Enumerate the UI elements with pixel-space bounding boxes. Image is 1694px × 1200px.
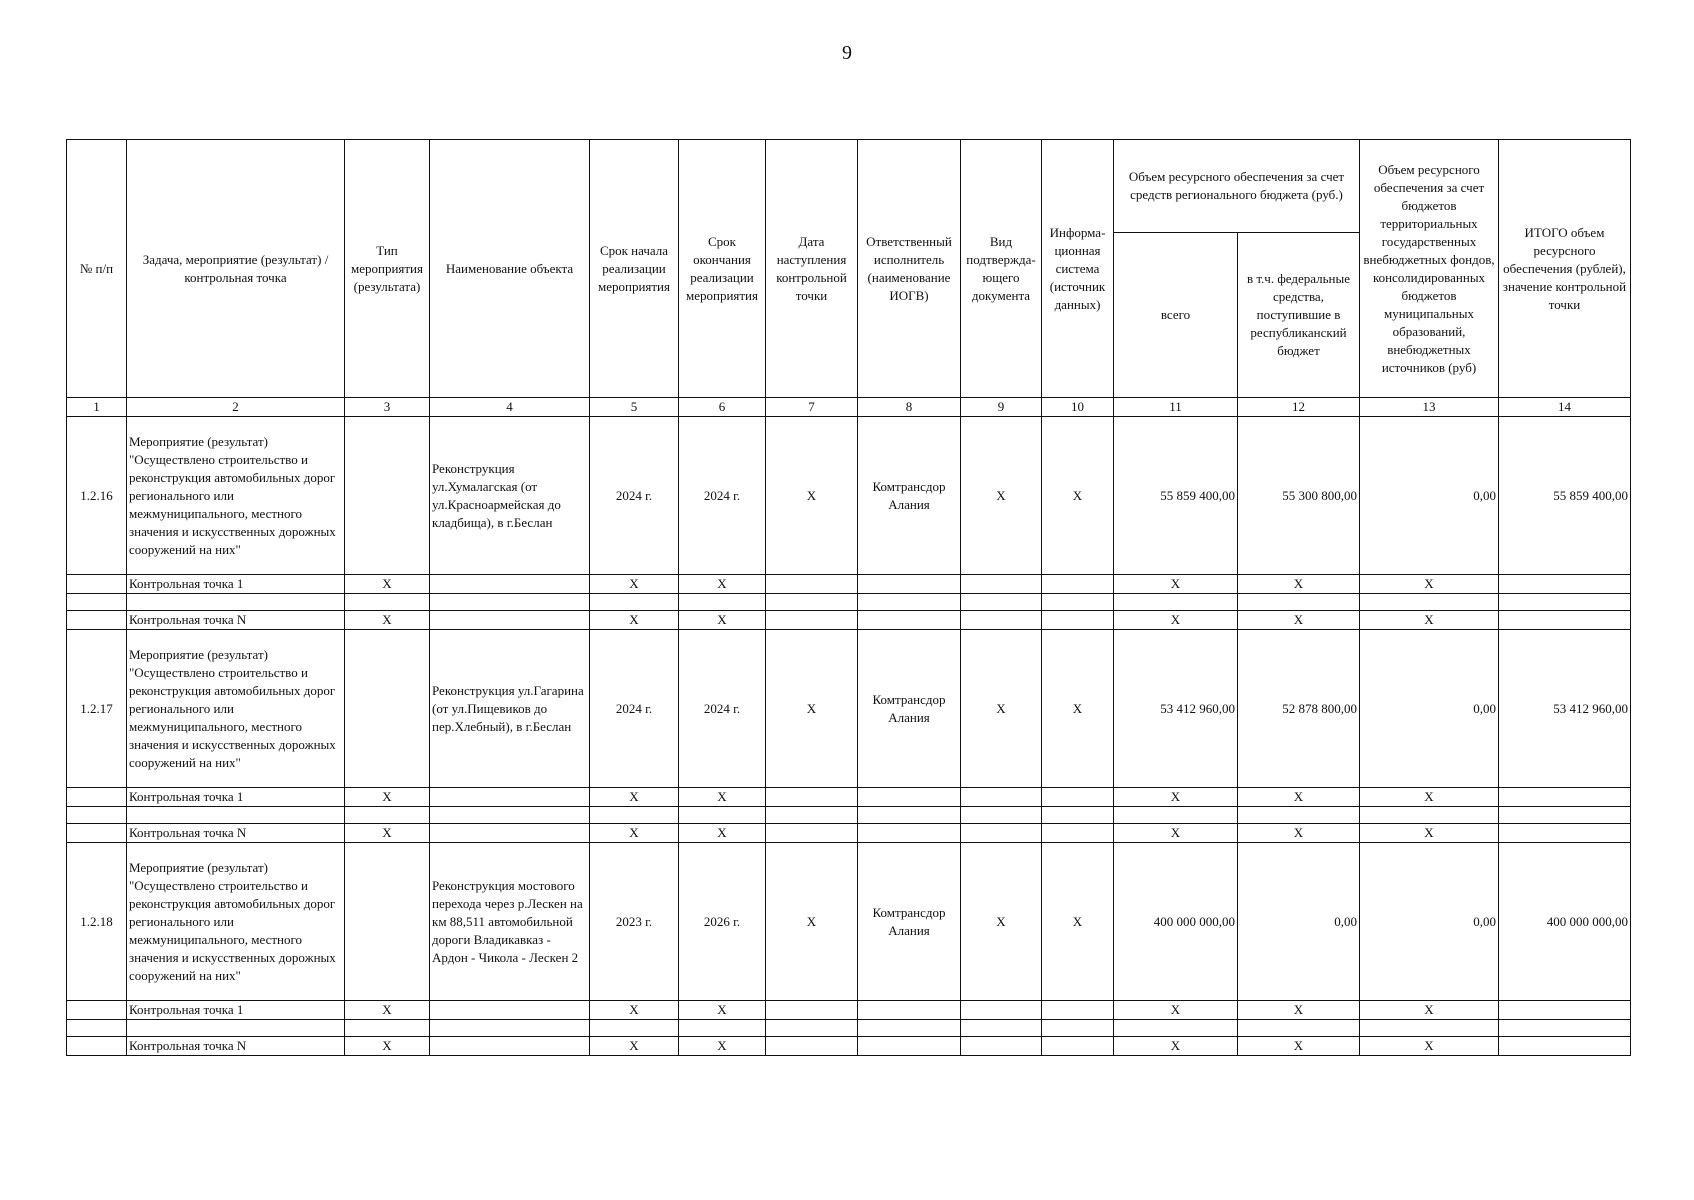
header-col-5: Срок начала реализации мероприятия	[590, 140, 679, 398]
empty-cell	[858, 611, 961, 630]
object-name: Реконструкция мостового перехода через р.Лескен на км 88,511 автомобильной дороги Владикавказ - Ардон - Чикола - Лескен 2	[430, 843, 590, 1001]
empty-cell	[1042, 807, 1114, 824]
info-system: Х	[1042, 630, 1114, 788]
header-col-11: всего	[1114, 233, 1238, 398]
checkpoint-total-mark: Х	[1114, 611, 1238, 630]
event-row	[67, 417, 1631, 575]
empty-cell	[766, 1020, 858, 1037]
checkpoint-total-mark: Х	[1114, 788, 1238, 807]
checkpoint-federal-mark: Х	[1238, 824, 1360, 843]
checkpoint-type-mark: Х	[345, 611, 430, 630]
empty-cell	[430, 1037, 590, 1056]
empty-cell	[1499, 824, 1631, 843]
empty-cell	[67, 575, 127, 594]
regional-total: 55 859 400,00	[1114, 417, 1238, 575]
itogo-total: 53 412 960,00	[1499, 630, 1631, 788]
end-date: 2026 г.	[679, 843, 766, 1001]
header-col-1: № п/п	[67, 140, 127, 398]
header-col-4: Наименование объекта	[430, 140, 590, 398]
empty-cell	[1499, 611, 1631, 630]
end-date: 2024 г.	[679, 417, 766, 575]
empty-cell	[1499, 594, 1631, 611]
empty-cell	[430, 807, 590, 824]
empty-cell	[766, 824, 858, 843]
empty-cell	[858, 824, 961, 843]
event-description: Мероприятие (результат) "Осуществлено строительство и реконструкция автомобильных дорог регионального или межмуниципального, местного значения и искусственных дорожных сооружений на них"	[127, 843, 345, 1001]
empty-cell	[67, 594, 127, 611]
other-funds: 0,00	[1360, 843, 1499, 1001]
empty-cell	[766, 807, 858, 824]
checkpoint-row-n	[67, 611, 1631, 630]
checkpoint-label: Контрольная точка N	[127, 824, 345, 843]
checkpoint-date: Х	[766, 630, 858, 788]
object-name: Реконструкция ул.Гагарина (от ул.Пищевиков до пер.Хлебный), в г.Беслан	[430, 630, 590, 788]
checkpoint-federal-mark: Х	[1238, 611, 1360, 630]
empty-cell	[858, 807, 961, 824]
checkpoint-end-mark: Х	[679, 824, 766, 843]
column-number: 3	[345, 398, 430, 417]
empty-cell	[345, 1020, 430, 1037]
header-group-regional: Объем ресурсного обеспечения за счет средств регионального бюджета (руб.)	[1114, 140, 1360, 233]
checkpoint-total-mark: Х	[1114, 824, 1238, 843]
header-col-7: Дата наступления контрольной точки	[766, 140, 858, 398]
empty-cell	[590, 594, 679, 611]
empty-cell	[766, 1037, 858, 1056]
empty-cell	[1238, 807, 1360, 824]
empty-cell	[766, 788, 858, 807]
checkpoint-start-mark: Х	[590, 824, 679, 843]
executor: Комтрансдор Алания	[858, 630, 961, 788]
empty-cell	[67, 788, 127, 807]
other-funds: 0,00	[1360, 630, 1499, 788]
event-number: 1.2.18	[67, 843, 127, 1001]
end-date: 2024 г.	[679, 630, 766, 788]
checkpoint-label: Контрольная точка 1	[127, 575, 345, 594]
executor: Комтрансдор Алания	[858, 417, 961, 575]
checkpoint-type-mark: Х	[345, 824, 430, 843]
checkpoint-type-mark: Х	[345, 575, 430, 594]
column-number: 8	[858, 398, 961, 417]
empty-cell	[67, 824, 127, 843]
header-col-10: Информа-ционная система (источник данных)	[1042, 140, 1114, 398]
event-description: Мероприятие (результат) "Осуществлено строительство и реконструкция автомобильных дорог регионального или межмуниципального, местного значения и искусственных дорожных сооружений на них"	[127, 630, 345, 788]
info-system: Х	[1042, 417, 1114, 575]
column-number: 1	[67, 398, 127, 417]
empty-cell	[679, 1020, 766, 1037]
empty-cell	[67, 1037, 127, 1056]
empty-cell	[961, 807, 1042, 824]
checkpoint-label: Контрольная точка N	[127, 611, 345, 630]
empty-cell	[1360, 594, 1499, 611]
empty-cell	[766, 1001, 858, 1020]
empty-cell	[1360, 807, 1499, 824]
empty-cell	[67, 1001, 127, 1020]
event-type	[345, 630, 430, 788]
spacer-row	[67, 807, 1631, 824]
event-description: Мероприятие (результат) "Осуществлено строительство и реконструкция автомобильных дорог регионального или межмуниципального, местного значения и искусственных дорожных сооружений на них"	[127, 417, 345, 575]
federal-funds: 55 300 800,00	[1238, 417, 1360, 575]
empty-cell	[345, 594, 430, 611]
checkpoint-end-mark: Х	[679, 1037, 766, 1056]
checkpoint-federal-mark: Х	[1238, 788, 1360, 807]
empty-cell	[1042, 1037, 1114, 1056]
empty-cell	[67, 807, 127, 824]
empty-cell	[430, 788, 590, 807]
checkpoint-other-mark: Х	[1360, 1001, 1499, 1020]
column-number: 2	[127, 398, 345, 417]
document-type: Х	[961, 843, 1042, 1001]
empty-cell	[858, 1001, 961, 1020]
header-col-12: в т.ч. федеральные средства, поступившие в республиканский бюджет	[1238, 233, 1360, 398]
empty-cell	[766, 611, 858, 630]
checkpoint-row-n	[67, 824, 1631, 843]
empty-cell	[858, 788, 961, 807]
column-number: 5	[590, 398, 679, 417]
empty-cell	[961, 575, 1042, 594]
empty-cell	[430, 1020, 590, 1037]
empty-cell	[766, 575, 858, 594]
empty-cell	[430, 575, 590, 594]
empty-cell	[590, 807, 679, 824]
checkpoint-total-mark: Х	[1114, 1037, 1238, 1056]
empty-cell	[1042, 611, 1114, 630]
empty-cell	[127, 807, 345, 824]
header-col-3: Тип мероприятия (результата)	[345, 140, 430, 398]
checkpoint-other-mark: Х	[1360, 1037, 1499, 1056]
empty-cell	[1499, 1020, 1631, 1037]
checkpoint-other-mark: Х	[1360, 575, 1499, 594]
other-funds: 0,00	[1360, 417, 1499, 575]
column-number: 7	[766, 398, 858, 417]
empty-cell	[127, 1020, 345, 1037]
checkpoint-end-mark: Х	[679, 575, 766, 594]
event-row	[67, 843, 1631, 1001]
checkpoint-other-mark: Х	[1360, 824, 1499, 843]
empty-cell	[1360, 1020, 1499, 1037]
checkpoint-type-mark: Х	[345, 1037, 430, 1056]
empty-cell	[590, 1020, 679, 1037]
empty-cell	[67, 1020, 127, 1037]
empty-cell	[430, 1001, 590, 1020]
empty-cell	[430, 611, 590, 630]
checkpoint-start-mark: Х	[590, 788, 679, 807]
checkpoint-end-mark: Х	[679, 1001, 766, 1020]
document-type: Х	[961, 417, 1042, 575]
object-name: Реконструкция ул.Хумалагская (от ул.Красноармейская до кладбища), в г.Беслан	[430, 417, 590, 575]
empty-cell	[430, 824, 590, 843]
column-number: 12	[1238, 398, 1360, 417]
start-date: 2024 г.	[590, 417, 679, 575]
checkpoint-other-mark: Х	[1360, 611, 1499, 630]
federal-funds: 0,00	[1238, 843, 1360, 1001]
empty-cell	[961, 824, 1042, 843]
empty-cell	[679, 807, 766, 824]
empty-cell	[1042, 824, 1114, 843]
checkpoint-row-1	[67, 788, 1631, 807]
empty-cell	[127, 594, 345, 611]
empty-cell	[1238, 594, 1360, 611]
empty-cell	[858, 1037, 961, 1056]
resource-table	[66, 139, 1631, 1056]
checkpoint-other-mark: Х	[1360, 788, 1499, 807]
empty-cell	[961, 1020, 1042, 1037]
itogo-total: 400 000 000,00	[1499, 843, 1631, 1001]
empty-cell	[961, 1037, 1042, 1056]
checkpoint-row-n	[67, 1037, 1631, 1056]
header-col-6: Срок окончания реализации мероприятия	[679, 140, 766, 398]
header-row-1	[67, 140, 1631, 233]
checkpoint-end-mark: Х	[679, 788, 766, 807]
info-system: Х	[1042, 843, 1114, 1001]
empty-cell	[1114, 1020, 1238, 1037]
itogo-total: 55 859 400,00	[1499, 417, 1631, 575]
checkpoint-start-mark: Х	[590, 1037, 679, 1056]
empty-cell	[430, 594, 590, 611]
empty-cell	[1042, 788, 1114, 807]
checkpoint-label: Контрольная точка 1	[127, 788, 345, 807]
checkpoint-label: Контрольная точка N	[127, 1037, 345, 1056]
header-col-9: Вид подтвержда-ющего документа	[961, 140, 1042, 398]
checkpoint-federal-mark: Х	[1238, 575, 1360, 594]
header-col-8: Ответственный исполнитель (наименование ИОГВ)	[858, 140, 961, 398]
empty-cell	[961, 788, 1042, 807]
header-col-2: Задача, мероприятие (результат) / контрольная точка	[127, 140, 345, 398]
empty-cell	[1114, 807, 1238, 824]
regional-total: 400 000 000,00	[1114, 843, 1238, 1001]
empty-cell	[1499, 807, 1631, 824]
column-number: 13	[1360, 398, 1499, 417]
empty-cell	[961, 1001, 1042, 1020]
checkpoint-start-mark: Х	[590, 575, 679, 594]
empty-cell	[1042, 594, 1114, 611]
empty-cell	[1042, 1001, 1114, 1020]
empty-cell	[1499, 1037, 1631, 1056]
checkpoint-date: Х	[766, 417, 858, 575]
empty-cell	[345, 807, 430, 824]
empty-cell	[1042, 1020, 1114, 1037]
empty-cell	[67, 611, 127, 630]
checkpoint-federal-mark: Х	[1238, 1001, 1360, 1020]
page-number: 9	[842, 42, 852, 64]
event-number: 1.2.16	[67, 417, 127, 575]
federal-funds: 52 878 800,00	[1238, 630, 1360, 788]
checkpoint-start-mark: Х	[590, 1001, 679, 1020]
checkpoint-total-mark: Х	[1114, 575, 1238, 594]
document-type: Х	[961, 630, 1042, 788]
regional-total: 53 412 960,00	[1114, 630, 1238, 788]
checkpoint-label: Контрольная точка 1	[127, 1001, 345, 1020]
header-col-13: Объем ресурсного обеспечения за счет бюджетов территориальных государственных внебюджетных фондов, консолидированных бюджетов муниципальных образований, внебюджетных источников (руб)	[1360, 140, 1499, 398]
checkpoint-date: Х	[766, 843, 858, 1001]
start-date: 2023 г.	[590, 843, 679, 1001]
empty-cell	[961, 594, 1042, 611]
empty-cell	[961, 611, 1042, 630]
checkpoint-type-mark: Х	[345, 1001, 430, 1020]
event-type	[345, 843, 430, 1001]
checkpoint-type-mark: Х	[345, 788, 430, 807]
empty-cell	[1499, 1001, 1631, 1020]
empty-cell	[1042, 575, 1114, 594]
spacer-row	[67, 594, 1631, 611]
checkpoint-total-mark: Х	[1114, 1001, 1238, 1020]
checkpoint-row-1	[67, 575, 1631, 594]
empty-cell	[858, 594, 961, 611]
column-number-row	[67, 398, 1631, 417]
empty-cell	[679, 594, 766, 611]
empty-cell	[1238, 1020, 1360, 1037]
start-date: 2024 г.	[590, 630, 679, 788]
event-type	[345, 417, 430, 575]
column-number: 6	[679, 398, 766, 417]
empty-cell	[766, 594, 858, 611]
table-body	[67, 417, 1631, 1056]
event-row	[67, 630, 1631, 788]
empty-cell	[858, 1020, 961, 1037]
checkpoint-start-mark: Х	[590, 611, 679, 630]
executor: Комтрансдор Алания	[858, 843, 961, 1001]
checkpoint-row-1	[67, 1001, 1631, 1020]
column-number: 10	[1042, 398, 1114, 417]
checkpoint-end-mark: Х	[679, 611, 766, 630]
event-number: 1.2.17	[67, 630, 127, 788]
spacer-row	[67, 1020, 1631, 1037]
column-number: 4	[430, 398, 590, 417]
empty-cell	[1114, 594, 1238, 611]
column-number: 14	[1499, 398, 1631, 417]
empty-cell	[858, 575, 961, 594]
column-number: 9	[961, 398, 1042, 417]
column-number: 11	[1114, 398, 1238, 417]
empty-cell	[1499, 788, 1631, 807]
header-col-14: ИТОГО объем ресурсного обеспечения (рублей), значение контрольной точки	[1499, 140, 1631, 398]
checkpoint-federal-mark: Х	[1238, 1037, 1360, 1056]
empty-cell	[1499, 575, 1631, 594]
